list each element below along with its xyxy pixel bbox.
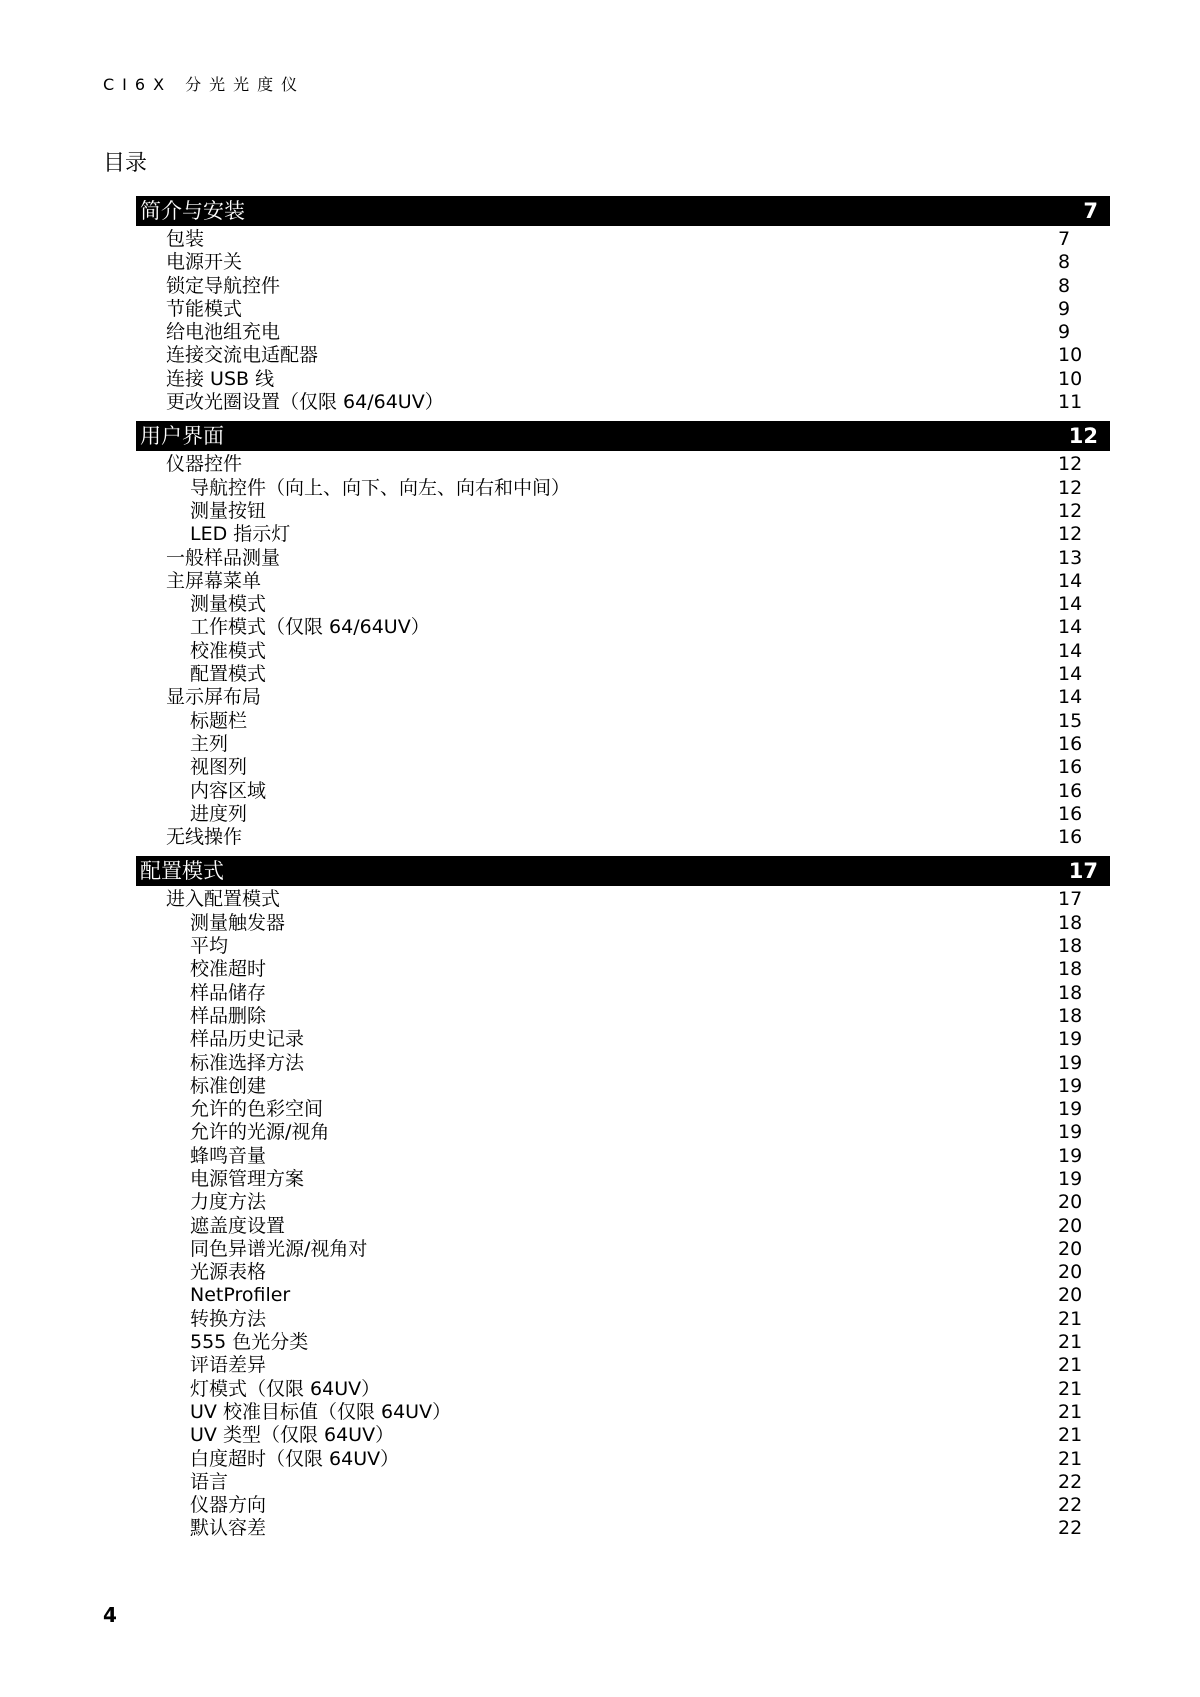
entry-label: 校准超时 [190, 958, 267, 981]
entry-label: 进入配置模式 [166, 888, 281, 911]
toc-subentry[interactable] [136, 710, 1110, 733]
entry-label: 光源表格 [190, 1261, 267, 1284]
toc-subentry[interactable] [136, 1378, 1110, 1401]
entry-label: 允许的色彩空间 [190, 1098, 324, 1121]
entry-label: 导航控件（向上、向下、向左、向右和中间） [190, 476, 571, 499]
entry-label: 仪器方向 [190, 1494, 267, 1517]
entry-label: 力度方法 [190, 1191, 267, 1214]
running-header: CI6X 分光光度仪 [103, 75, 306, 94]
entry-label: 锁定导航控件 [166, 274, 281, 297]
toc-subentry[interactable] [136, 733, 1110, 756]
toc-subentry[interactable] [136, 1308, 1110, 1331]
entry-page-number: 21 [1058, 1377, 1083, 1400]
page-number: 4 [103, 1603, 117, 1627]
entry-label: 节能模式 [166, 297, 243, 320]
entry-page-number: 20 [1058, 1237, 1083, 1260]
entry-page-number: 16 [1058, 732, 1083, 755]
entry-page-number: 8 [1058, 274, 1071, 297]
section-heading-bar[interactable] [136, 856, 1110, 886]
entry-label: 主列 [190, 732, 229, 755]
entry-label: 测量模式 [190, 593, 267, 616]
entry-page-number: 14 [1058, 616, 1083, 639]
entry-page-number: 16 [1058, 802, 1083, 825]
entry-label: 电源管理方案 [190, 1167, 305, 1190]
entry-page-number: 20 [1058, 1284, 1083, 1307]
entry-page-number: 12 [1058, 476, 1083, 499]
entry-page-number: 18 [1058, 911, 1083, 934]
toc-subentry[interactable] [136, 593, 1110, 616]
entry-page-number: 19 [1058, 1121, 1083, 1144]
entry-label: LED 指示灯 [190, 523, 291, 546]
section-page-number: 17 [1068, 859, 1098, 884]
toc-entry[interactable] [136, 368, 1110, 391]
entry-page-number: 16 [1058, 756, 1083, 779]
section-title: 用户界面 [140, 424, 224, 449]
toc-subentry[interactable] [136, 1075, 1110, 1098]
toc-subentry[interactable] [136, 1494, 1110, 1517]
entry-page-number: 18 [1058, 981, 1083, 1004]
toc-title: 目录 [103, 151, 148, 176]
entry-page-number: 14 [1058, 639, 1083, 662]
entry-page-number: 14 [1058, 569, 1083, 592]
entry-label: 转换方法 [190, 1307, 267, 1330]
toc-subentry[interactable] [136, 1098, 1110, 1121]
entry-page-number: 20 [1058, 1261, 1083, 1284]
entry-page-number: 22 [1058, 1470, 1083, 1493]
entry-page-number: 22 [1058, 1494, 1083, 1517]
entry-label: 标准创建 [190, 1074, 267, 1097]
toc-subentry[interactable] [136, 1191, 1110, 1214]
entry-page-number: 18 [1058, 1004, 1083, 1027]
entry-page-number: 21 [1058, 1331, 1083, 1354]
entry-page-number: 9 [1058, 297, 1071, 320]
entry-label: 默认容差 [190, 1517, 267, 1540]
entry-page-number: 19 [1058, 1144, 1083, 1167]
toc-subentry[interactable] [136, 477, 1110, 500]
entry-page-number: 16 [1058, 826, 1083, 849]
toc-subentry[interactable] [136, 1471, 1110, 1494]
section-page-number: 12 [1068, 424, 1098, 449]
toc-subentry[interactable] [136, 1168, 1110, 1191]
entry-page-number: 19 [1058, 1098, 1083, 1121]
entry-label: 测量按钮 [190, 499, 267, 522]
entry-page-number: 18 [1058, 958, 1083, 981]
toc-entry[interactable] [136, 251, 1110, 274]
entry-page-number: 22 [1058, 1517, 1083, 1540]
section-title: 配置模式 [140, 859, 224, 884]
toc-entry[interactable] [136, 686, 1110, 709]
toc-subentry[interactable] [136, 1448, 1110, 1471]
entry-label: 样品删除 [190, 1004, 267, 1027]
toc-subentry[interactable] [136, 663, 1110, 686]
entry-page-number: 19 [1058, 1074, 1083, 1097]
entry-label: 同色异谱光源/视角对 [190, 1237, 368, 1260]
entry-page-number: 9 [1058, 321, 1071, 344]
toc-subentry[interactable] [136, 616, 1110, 639]
toc-subentry[interactable] [136, 1215, 1110, 1238]
table-of-contents [136, 196, 1110, 1548]
toc-entry[interactable] [136, 298, 1110, 321]
toc-subentry[interactable] [136, 1028, 1110, 1051]
toc-subentry[interactable] [136, 640, 1110, 663]
entry-label: NetProfiler [190, 1284, 291, 1307]
toc-subentry[interactable] [136, 1052, 1110, 1075]
entry-page-number: 14 [1058, 593, 1083, 616]
toc-subentry[interactable] [136, 1331, 1110, 1354]
entry-label: 包装 [166, 228, 205, 250]
entry-label: 连接 USB 线 [166, 367, 275, 390]
toc-section [136, 421, 1110, 849]
entry-page-number: 12 [1058, 499, 1083, 522]
toc-entry[interactable] [136, 826, 1110, 849]
entry-page-number: 8 [1058, 251, 1071, 274]
toc-entry[interactable] [136, 547, 1110, 570]
toc-entry[interactable] [136, 228, 1110, 251]
entry-label: 主屏幕菜单 [166, 569, 262, 592]
entry-page-number: 18 [1058, 935, 1083, 958]
entry-label: 语言 [190, 1470, 229, 1493]
entry-label: 灯模式（仅限 64UV） [190, 1377, 381, 1400]
toc-subentry[interactable] [136, 1121, 1110, 1144]
entry-page-number: 19 [1058, 1028, 1083, 1051]
toc-subentry[interactable] [136, 803, 1110, 826]
entry-page-number: 10 [1058, 344, 1083, 367]
entry-label: 内容区域 [190, 779, 267, 802]
entry-page-number: 17 [1058, 888, 1083, 911]
toc-subentry[interactable] [136, 1401, 1110, 1424]
toc-entry[interactable] [136, 391, 1110, 414]
entry-label: 校准模式 [190, 639, 267, 662]
entry-page-number: 11 [1058, 391, 1083, 414]
toc-subentry[interactable] [136, 1261, 1110, 1284]
entry-page-number: 10 [1058, 367, 1083, 390]
entry-page-number: 21 [1058, 1400, 1083, 1423]
toc-subentry[interactable] [136, 1284, 1110, 1307]
entry-label: 连接交流电适配器 [166, 344, 319, 367]
toc-entry[interactable] [136, 570, 1110, 593]
entry-page-number: 21 [1058, 1307, 1083, 1330]
entry-label: 遮盖度设置 [190, 1214, 286, 1237]
entry-label: 电源开关 [166, 251, 243, 274]
entry-page-number: 19 [1058, 1167, 1083, 1190]
entry-label: 显示屏布局 [166, 686, 262, 709]
toc-entry[interactable] [136, 888, 1110, 911]
entry-label: 样品储存 [190, 981, 267, 1004]
entry-page-number: 20 [1058, 1214, 1083, 1237]
toc-subentry[interactable] [136, 1517, 1110, 1540]
section-title: 简介与安装 [140, 199, 245, 223]
section-heading-bar[interactable] [136, 421, 1110, 451]
toc-section [136, 196, 1110, 414]
entry-label: 白度超时（仅限 64UV） [190, 1447, 400, 1470]
entry-label: 进度列 [190, 802, 248, 825]
entry-page-number: 20 [1058, 1191, 1083, 1214]
entry-page-number: 21 [1058, 1447, 1083, 1470]
entry-label: 允许的光源/视角 [190, 1121, 330, 1144]
toc-subentry[interactable] [136, 935, 1110, 958]
entry-label: 视图列 [190, 756, 248, 779]
toc-subentry[interactable] [136, 1145, 1110, 1168]
entry-label: 更改光圈设置（仅限 64/64UV） [166, 391, 444, 414]
entry-label: 样品历史记录 [190, 1028, 305, 1051]
toc-entry[interactable] [136, 344, 1110, 367]
entry-page-number: 12 [1058, 453, 1083, 476]
entry-label: 工作模式（仅限 64/64UV） [190, 616, 430, 639]
entry-page-number: 19 [1058, 1051, 1083, 1074]
entry-label: 标题栏 [190, 709, 248, 732]
entry-page-number: 12 [1058, 523, 1083, 546]
entry-label: 标准选择方法 [190, 1051, 305, 1074]
toc-subentry[interactable] [136, 1238, 1110, 1261]
entry-page-number: 13 [1058, 546, 1083, 569]
entry-label: 配置模式 [190, 663, 267, 686]
entry-label: 555 色光分类 [190, 1331, 309, 1354]
entry-label: 一般样品测量 [166, 546, 281, 569]
entry-page-number: 21 [1058, 1354, 1083, 1377]
entry-label: UV 校准目标值（仅限 64UV） [190, 1400, 452, 1423]
toc-subentry[interactable] [136, 756, 1110, 779]
entry-label: UV 类型（仅限 64UV） [190, 1424, 395, 1447]
toc-subentry[interactable] [136, 1424, 1110, 1447]
entry-page-number: 21 [1058, 1424, 1083, 1447]
entry-label: 给电池组充电 [166, 321, 281, 344]
toc-subentry[interactable] [136, 982, 1110, 1005]
entry-page-number: 15 [1058, 709, 1083, 732]
toc-subentry[interactable] [136, 1354, 1110, 1377]
toc-subentry[interactable] [136, 958, 1110, 981]
toc-entry[interactable] [136, 321, 1110, 344]
entry-page-number: 16 [1058, 779, 1083, 802]
toc-entry[interactable] [136, 453, 1110, 476]
entry-label: 仪器控件 [166, 453, 243, 476]
entry-label: 测量触发器 [190, 911, 286, 934]
entry-page-number: 14 [1058, 686, 1083, 709]
entry-page-number: 7 [1058, 228, 1071, 250]
toc-subentry[interactable] [136, 912, 1110, 935]
toc-subentry[interactable] [136, 500, 1110, 523]
entry-label: 蜂鸣音量 [190, 1144, 267, 1167]
entry-label: 平均 [190, 935, 229, 958]
toc-section [136, 856, 1110, 1540]
entry-label: 无线操作 [166, 826, 243, 849]
entry-label: 评语差异 [190, 1354, 267, 1377]
toc-subentry[interactable] [136, 1005, 1110, 1028]
toc-subentry[interactable] [136, 523, 1110, 546]
entry-page-number: 14 [1058, 663, 1083, 686]
section-heading-bar[interactable] [136, 196, 1110, 226]
section-page-number: 7 [1083, 199, 1098, 223]
toc-subentry[interactable] [136, 780, 1110, 803]
toc-entry[interactable] [136, 275, 1110, 298]
